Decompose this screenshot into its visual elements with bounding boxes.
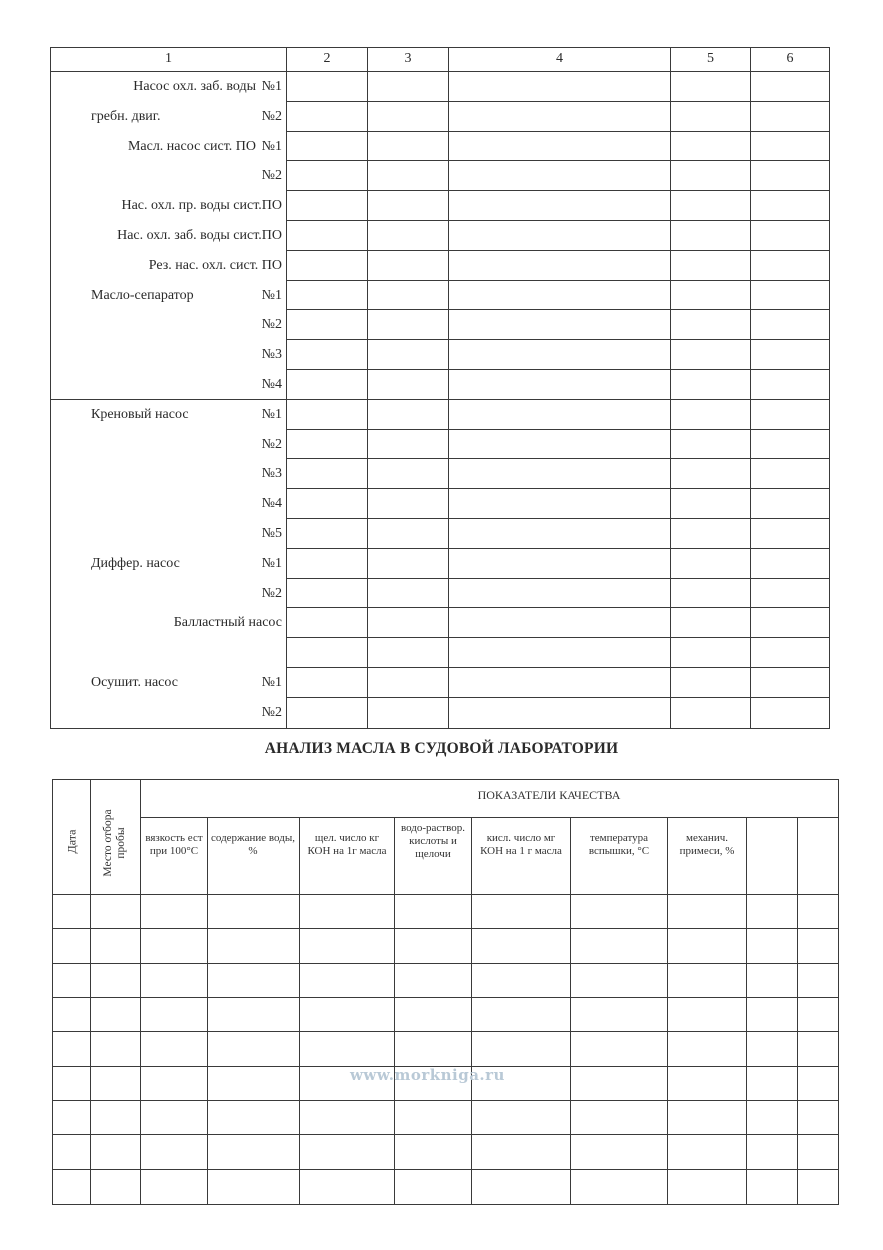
table-cell[interactable] <box>751 132 829 162</box>
table-row <box>51 459 829 489</box>
equipment-name: Насос охл. заб. воды <box>133 79 256 94</box>
equipment-name: Масл. насос сист. ПО <box>127 138 256 154</box>
table-cell[interactable] <box>751 161 829 191</box>
table-cell[interactable] <box>751 579 829 609</box>
col-header-6: 6 <box>786 51 794 66</box>
table-row <box>51 221 829 251</box>
table-cell[interactable] <box>671 638 751 668</box>
unit-number: №1 <box>261 674 282 690</box>
table-row <box>51 72 829 102</box>
table-cell[interactable] <box>671 519 751 549</box>
equipment-label <box>51 72 287 102</box>
grid-line <box>207 817 208 1204</box>
table-cell[interactable] <box>449 549 671 579</box>
table-cell[interactable] <box>671 191 751 221</box>
table-cell[interactable] <box>368 72 449 102</box>
table-cell[interactable] <box>287 132 368 162</box>
table-cell[interactable] <box>287 489 368 519</box>
table-row <box>51 519 829 549</box>
table-cell[interactable] <box>368 638 449 668</box>
equipment-table-header <box>51 48 829 72</box>
table-row[interactable] <box>53 928 838 929</box>
date-header: Дата <box>64 829 79 854</box>
equipment-name: Балластный насос <box>173 615 282 631</box>
unit-number: №2 <box>261 317 282 333</box>
table-cell[interactable] <box>368 430 449 460</box>
table-cell[interactable] <box>287 519 368 549</box>
table-cell[interactable] <box>449 102 671 132</box>
equipment-label <box>51 519 287 549</box>
table-cell[interactable] <box>368 102 449 132</box>
table-cell[interactable] <box>368 400 449 430</box>
table-cell[interactable] <box>287 400 368 430</box>
table-cell[interactable] <box>449 221 671 251</box>
table-row <box>51 310 829 340</box>
equipment-label <box>51 161 287 191</box>
col-header-3: 3 <box>368 48 449 71</box>
grid-line <box>90 780 91 1204</box>
table-cell[interactable] <box>671 489 751 519</box>
flash-point-header: температура вспышки, °С <box>588 832 650 857</box>
table-cell[interactable] <box>287 698 368 728</box>
equipment-label <box>51 668 287 698</box>
col-header-4: 4 <box>449 48 671 71</box>
unit-number: №4 <box>261 376 282 392</box>
unit-number: №1 <box>261 406 282 422</box>
water-soluble-acids-header: водо-раствор. кислоты и щелочи <box>400 822 465 860</box>
table-row[interactable] <box>53 1031 838 1032</box>
table-cell[interactable] <box>449 638 671 668</box>
table-cell[interactable] <box>751 221 829 251</box>
water-content-header: содержание воды, % <box>211 832 295 857</box>
equipment-label <box>51 400 287 430</box>
unit-number: №1 <box>261 79 282 94</box>
table-cell[interactable] <box>287 281 368 311</box>
table-cell[interactable] <box>368 281 449 311</box>
table-cell[interactable] <box>751 608 829 638</box>
alkaline-number-header: щел. число кг КОН на 1г масла <box>307 832 387 857</box>
grid-line <box>471 817 472 1204</box>
table-cell[interactable] <box>368 340 449 370</box>
table-cell[interactable] <box>368 132 449 162</box>
table-cell[interactable] <box>287 251 368 281</box>
equipment-name: Креновый насос <box>91 406 189 422</box>
table-cell[interactable] <box>287 459 368 489</box>
equipment-table-body <box>51 72 829 728</box>
table-cell[interactable] <box>449 191 671 221</box>
table-row <box>51 251 829 281</box>
table-row <box>51 102 829 132</box>
equipment-label <box>51 340 287 370</box>
table-row[interactable] <box>53 997 838 998</box>
table-cell[interactable] <box>751 400 829 430</box>
table-cell[interactable] <box>671 400 751 430</box>
equipment-name: Осушит. насос <box>91 674 178 690</box>
equipment-label <box>51 489 287 519</box>
table-cell[interactable] <box>287 191 368 221</box>
table-row <box>51 430 829 460</box>
table-row <box>51 161 829 191</box>
quality-indicators-header: ПОКАЗАТЕЛИ КАЧЕСТВА <box>477 788 621 802</box>
equipment-label <box>51 281 287 311</box>
table-cell[interactable] <box>449 161 671 191</box>
table-cell[interactable] <box>671 132 751 162</box>
equipment-label <box>51 638 287 668</box>
table-row <box>51 668 829 698</box>
equipment-label <box>51 549 287 579</box>
grid-line <box>299 817 300 1204</box>
table-row <box>51 638 829 668</box>
unit-number: №2 <box>261 585 282 601</box>
table-cell[interactable] <box>368 549 449 579</box>
table-cell[interactable] <box>751 668 829 698</box>
unit-number: №2 <box>261 168 282 184</box>
table-cell[interactable] <box>449 400 671 430</box>
table-cell[interactable] <box>449 430 671 460</box>
table-row[interactable] <box>53 1169 838 1170</box>
table-cell[interactable] <box>671 251 751 281</box>
table-cell[interactable] <box>751 519 829 549</box>
table-cell[interactable] <box>368 251 449 281</box>
table-cell[interactable] <box>449 608 671 638</box>
table-cell[interactable] <box>751 191 829 221</box>
table-cell[interactable] <box>449 370 671 399</box>
table-cell[interactable] <box>449 668 671 698</box>
table-cell[interactable] <box>368 310 449 340</box>
equipment-label <box>51 191 287 221</box>
equipment-label <box>51 608 287 638</box>
table-cell[interactable] <box>368 519 449 549</box>
table-cell[interactable] <box>671 698 751 728</box>
table-cell[interactable] <box>671 102 751 132</box>
table-cell[interactable] <box>368 698 449 728</box>
unit-number: №5 <box>261 525 282 541</box>
table-cell[interactable] <box>671 221 751 251</box>
table-row <box>51 698 829 728</box>
equipment-name: Рез. нас. охл. сист. ПО <box>148 257 282 273</box>
table-cell[interactable] <box>368 608 449 638</box>
table-cell[interactable] <box>368 221 449 251</box>
table-cell[interactable] <box>368 579 449 609</box>
equipment-label <box>51 102 287 132</box>
equipment-name: гребн. двиг. <box>91 108 161 124</box>
table-cell[interactable] <box>368 370 449 399</box>
viscosity-header: вязкость ест при 100°С <box>145 832 203 857</box>
table-cell[interactable] <box>449 459 671 489</box>
table-cell[interactable] <box>751 549 829 579</box>
table-cell[interactable] <box>287 608 368 638</box>
table-cell[interactable] <box>287 340 368 370</box>
table-cell[interactable] <box>671 459 751 489</box>
table-cell[interactable] <box>671 161 751 191</box>
equipment-name: Масло-сепаратор <box>91 287 194 303</box>
table-cell[interactable] <box>751 638 829 668</box>
sample-place-header: Место отбора пробы <box>102 809 127 877</box>
col-header-2: 2 <box>287 48 368 71</box>
acid-number-header: кисл. число мг КОН на 1 г масла <box>480 832 562 857</box>
equipment-table <box>50 47 830 729</box>
unit-number: №1 <box>261 287 282 303</box>
table-cell[interactable] <box>287 668 368 698</box>
table-cell[interactable] <box>368 459 449 489</box>
grid-line <box>140 817 838 818</box>
table-cell[interactable] <box>751 72 829 102</box>
table-cell[interactable] <box>287 161 368 191</box>
unit-number: №3 <box>261 347 282 363</box>
mech-impurities-header: механич. примеси, % <box>679 832 735 857</box>
table-cell[interactable] <box>287 310 368 340</box>
grid-line <box>570 817 571 1204</box>
table-cell[interactable] <box>751 430 829 460</box>
table-cell[interactable] <box>751 489 829 519</box>
grid-line <box>667 817 668 1204</box>
table-cell[interactable] <box>368 668 449 698</box>
equipment-label <box>51 370 287 399</box>
table-row <box>51 489 829 519</box>
table-cell[interactable] <box>287 549 368 579</box>
section-title: АНАЛИЗ МАСЛА В СУДОВОЙ ЛАБОРАТОРИИ <box>264 740 619 757</box>
table-row <box>51 608 829 638</box>
table-cell[interactable] <box>287 430 368 460</box>
table-cell[interactable] <box>449 579 671 609</box>
table-cell[interactable] <box>671 310 751 340</box>
table-cell[interactable] <box>751 102 829 132</box>
table-cell[interactable] <box>449 72 671 102</box>
table-cell[interactable] <box>671 430 751 460</box>
table-row <box>51 400 829 430</box>
unit-number: №2 <box>261 704 282 720</box>
equipment-name: Нас. охл. заб. воды сист.ПО <box>117 227 282 243</box>
table-cell[interactable] <box>287 370 368 399</box>
equipment-label <box>51 698 287 728</box>
table-cell[interactable] <box>751 340 829 370</box>
equipment-label <box>51 579 287 609</box>
table-cell[interactable] <box>671 579 751 609</box>
table-row[interactable] <box>53 963 838 964</box>
equipment-label <box>51 251 287 281</box>
equipment-label <box>51 310 287 340</box>
equipment-label <box>51 132 287 162</box>
table-cell[interactable] <box>449 310 671 340</box>
equipment-name: Нас. охл. пр. воды сист.ПО <box>121 198 282 214</box>
oil-analysis-table <box>52 779 839 1205</box>
table-row[interactable] <box>53 1100 838 1101</box>
table-cell[interactable] <box>671 281 751 311</box>
grid-line <box>797 817 798 1204</box>
table-cell[interactable] <box>287 72 368 102</box>
table-row <box>51 340 829 370</box>
unit-number: №4 <box>261 496 282 512</box>
table-cell[interactable] <box>751 281 829 311</box>
grid-line <box>394 817 395 1204</box>
equipment-label <box>51 459 287 489</box>
table-cell[interactable] <box>449 251 671 281</box>
table-row <box>51 132 829 162</box>
table-row[interactable] <box>53 1134 838 1135</box>
unit-number: №1 <box>261 555 282 571</box>
col-header-5: 5 <box>671 48 751 71</box>
unit-number: №2 <box>261 108 282 124</box>
table-cell[interactable] <box>671 608 751 638</box>
table-row <box>51 579 829 609</box>
table-cell[interactable] <box>671 72 751 102</box>
col-header-1: 1 <box>51 48 287 71</box>
table-cell[interactable] <box>449 489 671 519</box>
unit-number: №3 <box>261 466 282 482</box>
table-cell[interactable] <box>449 132 671 162</box>
table-cell[interactable] <box>449 698 671 728</box>
table-row <box>51 370 829 400</box>
table-cell[interactable] <box>287 221 368 251</box>
table-cell[interactable] <box>368 489 449 519</box>
unit-number: №1 <box>261 138 282 154</box>
table-cell[interactable] <box>368 191 449 221</box>
table-cell[interactable] <box>671 668 751 698</box>
table-cell[interactable] <box>751 459 829 489</box>
table-cell[interactable] <box>368 161 449 191</box>
table-cell[interactable] <box>751 370 829 399</box>
table-row <box>51 549 829 579</box>
equipment-label <box>51 430 287 460</box>
watermark: www.morkniga.ru <box>350 1066 505 1084</box>
table-cell[interactable] <box>287 102 368 132</box>
table-row[interactable] <box>53 894 838 895</box>
equipment-name: Диффер. насос <box>91 555 180 571</box>
table-cell[interactable] <box>449 519 671 549</box>
table-cell[interactable] <box>449 340 671 370</box>
table-row <box>51 281 829 311</box>
unit-number: №2 <box>261 436 282 452</box>
table-row <box>51 191 829 221</box>
grid-line <box>746 817 747 1204</box>
table-cell[interactable] <box>449 281 671 311</box>
table-cell[interactable] <box>751 310 829 340</box>
table-cell[interactable] <box>671 549 751 579</box>
table-cell[interactable] <box>671 340 751 370</box>
equipment-label <box>51 221 287 251</box>
table-cell[interactable] <box>751 251 829 281</box>
table-cell[interactable] <box>671 370 751 399</box>
table-cell[interactable] <box>751 698 829 728</box>
table-cell[interactable] <box>287 579 368 609</box>
table-cell[interactable] <box>287 638 368 668</box>
